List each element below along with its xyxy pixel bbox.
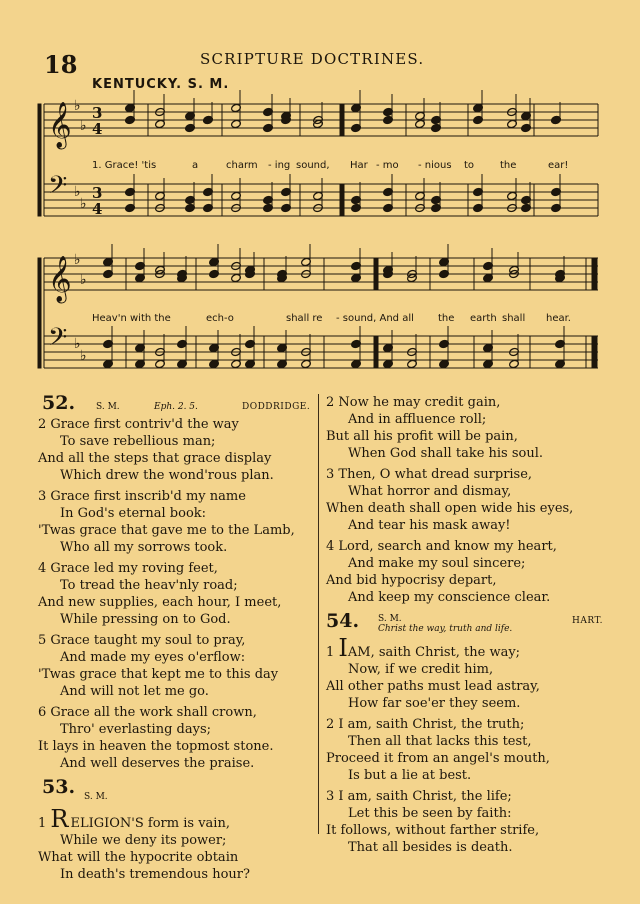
verse-line-text: AM, saith Christ, the way; bbox=[347, 645, 521, 660]
clef: 𝄢 bbox=[48, 171, 68, 206]
lyric-syllable: - sound, And all bbox=[336, 313, 414, 324]
hymn-meter: S. M. bbox=[84, 792, 108, 802]
verse bbox=[326, 394, 626, 462]
hymn-53-header bbox=[38, 778, 338, 800]
verse-line: And all the steps that grace display bbox=[38, 451, 272, 466]
verse-line: What will the hypocrite obtain bbox=[38, 850, 239, 865]
hymn-53-verses bbox=[326, 394, 626, 606]
time-signature: 3 bbox=[92, 104, 103, 122]
lyric-syllable: shall bbox=[502, 313, 526, 324]
hymn-author: DODDRIDGE. bbox=[242, 402, 311, 412]
hymn-54-header bbox=[326, 612, 626, 634]
lyric-syllable: shall re bbox=[286, 313, 323, 324]
flat-sign: ♭ bbox=[80, 118, 87, 134]
lyric-syllable: the bbox=[500, 160, 517, 171]
verse-line: While we deny its power; bbox=[60, 833, 227, 848]
clef: 𝄞 bbox=[48, 102, 72, 148]
flat-sign: ♭ bbox=[74, 336, 81, 352]
lyric-syllable: charm bbox=[226, 160, 258, 171]
clef: 𝄢 bbox=[48, 323, 68, 358]
verse-line: In death's tremendous hour? bbox=[60, 867, 250, 882]
lyric-syllable: - nious bbox=[418, 160, 452, 171]
verse bbox=[38, 488, 338, 556]
verse-line: And new supplies, each hour, I meet, bbox=[38, 595, 282, 610]
verse bbox=[38, 632, 338, 700]
flat-sign: ♭ bbox=[74, 252, 81, 268]
hymn-54-verses bbox=[326, 716, 626, 856]
verse-line: When God shall take his soul. bbox=[348, 446, 544, 461]
verse-line: And will not let me go. bbox=[60, 684, 209, 699]
verse-line: Who all my sorrows took. bbox=[60, 540, 228, 555]
lyric-syllable: - mo bbox=[376, 160, 399, 171]
verse-line: 3 Grace first inscrib'd my name bbox=[38, 489, 246, 504]
hymn-number: 54. bbox=[326, 610, 360, 632]
time-signature: 3 bbox=[92, 184, 103, 202]
lyric-syllable: to bbox=[464, 160, 475, 171]
lyrics-line-1 bbox=[0, 160, 640, 174]
lyric-syllable: 1. Grace! 'tis bbox=[92, 160, 157, 171]
verse-line: And in affluence roll; bbox=[348, 412, 487, 427]
hymn-52-verses bbox=[38, 416, 338, 772]
verse-line: 2 I am, saith Christ, the truth; bbox=[326, 717, 525, 732]
verse-line: To save rebellious man; bbox=[60, 434, 216, 449]
verse-line: 3 I am, saith Christ, the life; bbox=[326, 789, 512, 804]
verse bbox=[326, 538, 626, 606]
verse bbox=[326, 788, 626, 856]
hymn-meter: S. M. bbox=[96, 402, 120, 412]
hymn-number: 53. bbox=[42, 776, 76, 798]
hymn-reference: Christ the way, truth and life. bbox=[378, 624, 513, 634]
verse-line bbox=[38, 806, 338, 832]
verse bbox=[38, 560, 338, 628]
verse-line: Proceed it from an angel's mouth, bbox=[326, 751, 550, 766]
verse-number: 1 bbox=[38, 816, 47, 831]
verse-line: While pressing on to God. bbox=[60, 612, 231, 627]
lyric-syllable: ear! bbox=[548, 160, 569, 171]
verse-line: And well deserves the praise. bbox=[60, 756, 255, 771]
lyric-syllable: Har bbox=[350, 160, 368, 171]
verse bbox=[38, 704, 338, 772]
verse-line: It follows, without farther strife, bbox=[326, 823, 540, 838]
hymn-author: HART. bbox=[572, 616, 604, 626]
verse-line: 'Twas grace that gave me to the Lamb, bbox=[38, 523, 295, 538]
lyric-syllable: the bbox=[438, 313, 455, 324]
running-title: SCRIPTURE DOCTRINES. bbox=[200, 50, 425, 68]
verse-line: Is but a lie at best. bbox=[348, 768, 472, 783]
verse-line: 3 Then, O what dread surprise, bbox=[326, 467, 533, 482]
right-column bbox=[326, 394, 626, 860]
lyric-syllable: hear. bbox=[546, 313, 571, 324]
verse-line: 'Twas grace that kept me to this day bbox=[38, 667, 279, 682]
hymn-number: 52. bbox=[42, 392, 76, 414]
lyric-syllable: - ing bbox=[268, 160, 291, 171]
verse-line: It lays in heaven the topmost stone. bbox=[38, 739, 274, 754]
flat-sign: ♭ bbox=[80, 196, 87, 212]
hymn-53-verse-1 bbox=[38, 806, 338, 883]
verse-line: Which drew the wond'rous plan. bbox=[60, 468, 274, 483]
verse-line: How far soe'er they seem. bbox=[348, 696, 521, 711]
verse-line: And made my eyes o'erflow: bbox=[60, 650, 246, 665]
flat-sign: ♭ bbox=[74, 184, 81, 200]
verse-line: All other paths must lead astray, bbox=[326, 679, 540, 694]
verse bbox=[38, 416, 338, 484]
verse bbox=[326, 466, 626, 534]
lyric-syllable: a bbox=[192, 160, 199, 171]
verse-line: 6 Grace all the work shall crown, bbox=[38, 705, 257, 720]
lyric-syllable: sound, bbox=[296, 160, 330, 171]
left-column bbox=[38, 394, 338, 887]
hymn-52-header bbox=[38, 394, 338, 416]
verse-line-text: ELIGION'S form is vain, bbox=[70, 816, 230, 831]
verse-line: What horror and dismay, bbox=[348, 484, 512, 499]
verse-line: And keep my conscience clear. bbox=[348, 590, 551, 605]
lyric-syllable: ech-o bbox=[206, 313, 234, 324]
verse-line: But all his profit will be pain, bbox=[326, 429, 518, 444]
verse-line: Now, if we credit him, bbox=[348, 662, 494, 677]
hymn-reference: Eph. 2. 5. bbox=[154, 402, 198, 412]
verse-line: 4 Lord, search and know my heart, bbox=[326, 539, 557, 554]
page-number: 18 bbox=[44, 50, 78, 79]
verse-number: 1 bbox=[326, 645, 335, 660]
verse-line: Thro' everlasting days; bbox=[60, 722, 211, 737]
flat-sign: ♭ bbox=[80, 348, 87, 364]
verse-line: That all besides is death. bbox=[348, 840, 513, 855]
lyric-syllable: earth bbox=[470, 313, 497, 324]
verse-line bbox=[326, 634, 626, 662]
verse-line: To tread the heav'nly road; bbox=[60, 578, 238, 593]
verse-line: 2 Now he may credit gain, bbox=[326, 395, 501, 410]
verse-line: And tear his mask away! bbox=[348, 518, 511, 533]
tune-title: KENTUCKY. S. M. bbox=[92, 77, 230, 92]
verse-line: 5 Grace taught my soul to pray, bbox=[38, 633, 246, 648]
verse-line: Let this be seen by faith: bbox=[348, 806, 512, 821]
verse-line: Then all that lacks this test, bbox=[348, 734, 532, 749]
flat-sign: ♭ bbox=[74, 98, 81, 114]
verse-line: In God's eternal book: bbox=[60, 506, 207, 521]
flat-sign: ♭ bbox=[80, 272, 87, 288]
clef: 𝄞 bbox=[48, 256, 72, 302]
time-signature: 4 bbox=[92, 120, 103, 138]
hymn-54-verse-1 bbox=[326, 634, 626, 712]
verse-line: And make my soul sincere; bbox=[348, 556, 526, 571]
verse-line: 2 Grace first contriv'd the way bbox=[38, 417, 239, 432]
music-score bbox=[0, 0, 640, 400]
lyrics-line-2 bbox=[0, 313, 640, 327]
verse-line: 4 Grace led my roving feet, bbox=[38, 561, 218, 576]
hymn-meter: S. M. bbox=[378, 614, 402, 624]
lyric-syllable: Heav'n with the bbox=[92, 313, 171, 324]
drop-capital: I bbox=[338, 634, 348, 662]
drop-capital: R bbox=[50, 805, 69, 833]
verse bbox=[326, 716, 626, 784]
time-signature: 4 bbox=[92, 200, 103, 218]
verse-line: When death shall open wide his eyes, bbox=[326, 501, 574, 516]
verse-line: And bid hypocrisy depart, bbox=[326, 573, 497, 588]
